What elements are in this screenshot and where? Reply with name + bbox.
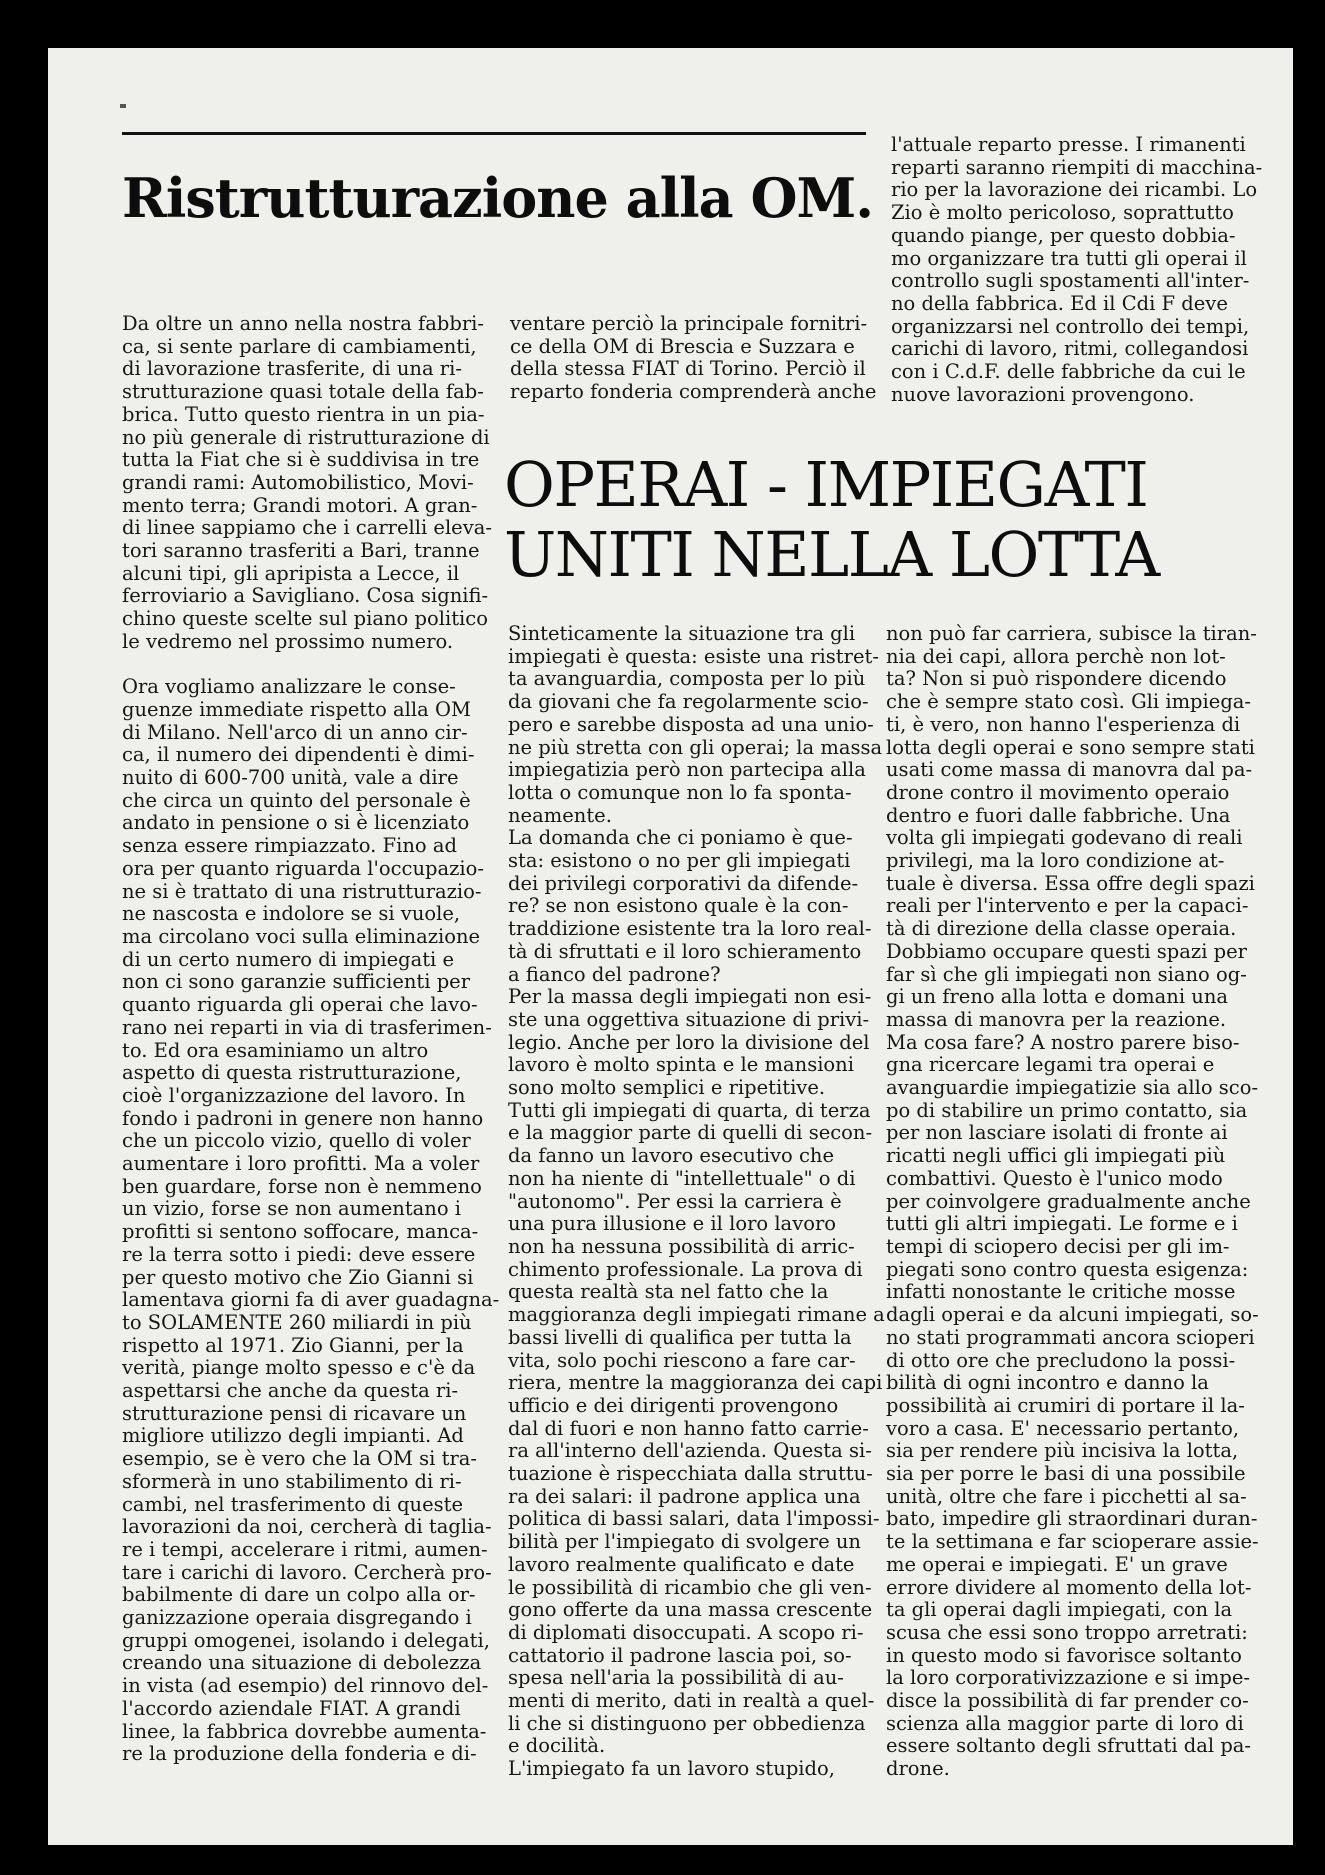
article1-column2: ventare perciò la principale fornitri- ce della OM di Brescia e Suzzara e della stessa FIAT di Torino. Perciò il reparto fonderia comprenderà anche bbox=[510, 312, 877, 404]
title-rule bbox=[122, 132, 866, 135]
newspaper-page bbox=[48, 48, 1293, 1845]
corner-mark bbox=[120, 104, 126, 108]
article-title: Ristrutturazione alla OM. bbox=[122, 166, 874, 230]
headline-line2: UNITI NELLA LOTTA bbox=[504, 518, 1159, 591]
article1-column3: l'attuale reparto presse. I rimanenti reparti saranno riempiti di macchina- rio per la lavorazione dei ricambi. Lo Zio è molto pericoloso, soprattutto quando piange, per questo dobbia- mo organizzare tra tutti gli operai il controllo sugli spostamenti all'inter- no della fabbrica. Ed il Cdi F deve organizzarsi nel controllo dei tempi, carichi di lavoro, ritmi, collegandosi con i C.d.F. delle fabbriche da cui le nuove lavorazioni provengono. bbox=[891, 133, 1263, 406]
article2-column1: Sinteticamente la situazione tra gli impiegati è questa: esiste una ristret- ta avanguardia, composta per lo più da giovani che fa regolarmente scio- pero e sarebbe disposta ad una unio- ne più stretta con gli operai; la massa impiegatizia però non partecipa alla lotta o comunque non lo fa sponta- neamente. La domanda che ci poniamo è que- sta: esistono o no per gli impiegati dei privilegi corporativi da difende- re? se non esistono quale è la con- traddizione esistente tra la loro real- tà di sfruttati e il loro schieramento a fianco del padrone? Per la massa degli impiegati non esi- ste una oggettiva situazione di privi- legio. Anche per loro la divisione del lavoro è molto spinta e le mansioni sono molto semplici e ripetitive. Tutti gli impiegati di quarta, di terza e la maggior parte di quelli di secon- da fanno un lavoro esecutivo che non ha niente di "intellettuale" o di "autonomo". Per essi la carriera è una pura illusione e il loro lavoro non ha nessuna possibilità di arric- chimento professionale. La prova di questa realtà sta nel fatto che la maggioranza degli impiegati rimane a bassi livelli di qualifica per tutta la vita, solo pochi riescono a fare car- riera, mentre la maggioranza dei capi ufficio e dei dirigenti provengono dal di fuori e non hanno fatto carrie- ra all'interno dell'azienda. Questa si- tuazione è rispecchiata dalla struttu- ra dei salari: il padrone applica una politica di bassi salari, data l'impossi- bilità per l'impiegato di svolgere un lavoro realmente qualificato e date le possibilità di ricambio che gli ven- gono offerte da una massa crescente di diplomati disoccupati. A scopo ri- cattatorio il padrone lascia poi, so- spesa nell'aria la possibilità di au- menti di merito, dati in realtà a quel- li che si distinguono per obbedienza e docilità. L'impiegato fa un lavoro stupido, bbox=[508, 622, 885, 1781]
article1-column1: Da oltre un anno nella nostra fabbri- ca, si sente parlare di cambiamenti, di lavorazione trasferite, di una ri- strutturazione quasi totale della fab- brica. Tutto questo rientra in un pia- no più generale di ristrutturazione di tutta la Fiat che si è suddivisa in tre grandi rami: Automobilistico, Movi- mento terra; Grandi motori. A gran- di linee sappiamo che i carrelli eleva- tori saranno trasferiti a Bari, tranne alcuni tipi, gli apripista a Lecce, il ferroviario a Savigliano. Cosa signifi- chino queste scelte sul piano politico le vedremo nel prossimo numero. Ora vogliamo analizzare le conse- guenze immediate rispetto alla OM di Milano. Nell'arco di un anno cir- ca, il numero dei dipendenti è dimi- nuito di 600-700 unità, vale a dire che circa un quinto del personale è andato in pensione o si è licenziato senza essere rimpiazzato. Fino ad ora per quanto riguarda l'occupazio- ne si è trattato di una ristrutturazio- ne nascosta e indolore se si vuole, ma circolano voci sulla eliminazione di un certo numero di impiegati e non ci sono garanzie sufficienti per quanto riguarda gli operai che lavo- rano nei reparti in via di trasferimen- to. Ed ora esaminiamo un altro aspetto di questa ristrutturazione, cioè l'organizzazione del lavoro. In fondo i padroni in genere non hanno che un piccolo vizio, quello di voler aumentare i loro profitti. Ma a voler ben guardare, forse non è nemmeno un vizio, forse se non aumentano i profitti si sentono soffocare, manca- re la terra sotto i piedi: deve essere per questo motivo che Zio Gianni si lamentava giorni fa di aver guadagna- to SOLAMENTE 260 miliardi in più rispetto al 1971. Zio Gianni, per la verità, piange molto spesso e c'è da aspettarsi che anche da questa ri- strutturazione pensi di ricavare un migliore utilizzo degli impianti. Ad esempio, se è vero che la OM si tra- sformerà in uno stabilimento di ri- cambi, nel trasferimento di queste lavorazioni da noi, cercherà di taglia- re i tempi, accelerare i ritmi, aumen- tare i carichi di lavoro. Cercherà pro- babilmente di dare un colpo alla or- ganizzazione operaia disgregando i gruppi omogenei, isolando i delegati, creando una situazione di debolezza in vista (ad esempio) del rinnovo del- l'accordo aziendale FIAT. A grandi linee, la fabbrica dovrebbe aumenta- re la produzione della fonderia e di- bbox=[122, 312, 500, 1766]
headline-line1: OPERAI - IMPIEGATI bbox=[504, 448, 1148, 521]
article2-column2: non può far carriera, subisce la tiran- nia dei capi, allora perchè non lot- ta? Non si può rispondere dicendo che è sempre stato così. Gli impiega- ti, è vero, non hanno l'esperienza di lotta degli operai e sono sempre stati usati come massa di manovra dal pa- drone contro il movimento operaio dentro e fuori dalle fabbriche. Una volta gli impiegati godevano di reali privilegi, ma la loro condizione at- tuale è diversa. Essa offre degli spazi reali per l'intervento e per la capaci- tà di direzione della classe operaia. Dobbiamo occupare questi spazi per far sì che gli impiegati non siano og- gi un freno alla lotta e domani una massa di manovra per la reazione. Ma cosa fare? A nostro parere biso- gna ricercare legami tra operai e avanguardie impiegatizie sia allo sco- po di stabilire un primo contatto, sia per non lasciare isolati di fronte ai ricatti negli uffici gli impiegati più combattivi. Questo è l'unico modo per coinvolgere gradualmente anche tutti gli altri impiegati. Le forme e i tempi di sciopero decisi per gli im- piegati sono contro questa esigenza: infatti nonostante le critiche mosse dagli operai e da alcuni impiegati, so- no stati programmati ancora scioperi di otto ore che precludono la possi- bilità di ogni incontro e danno la possibilità ai crumiri di portare il la- voro a casa. E' necessario pertanto, sia per rendere più incisiva la lotta, sia per porre le basi di una possibile unità, oltre che fare i picchetti al sa- bato, impedire gli straordinari duran- te la settimana e far scioperare assie- me operai e impiegati. E' un grave errore dividere al momento della lot- ta gli operai dagli impiegati, con la scusa che essi sono troppo arretrati: in questo modo si favorisce soltanto la loro corporativizzazione e si impe- disce la possibilità di far prender co- scienza alla maggior parte di loro di essere soltanto degli sfruttati dal pa- drone. bbox=[886, 622, 1259, 1781]
